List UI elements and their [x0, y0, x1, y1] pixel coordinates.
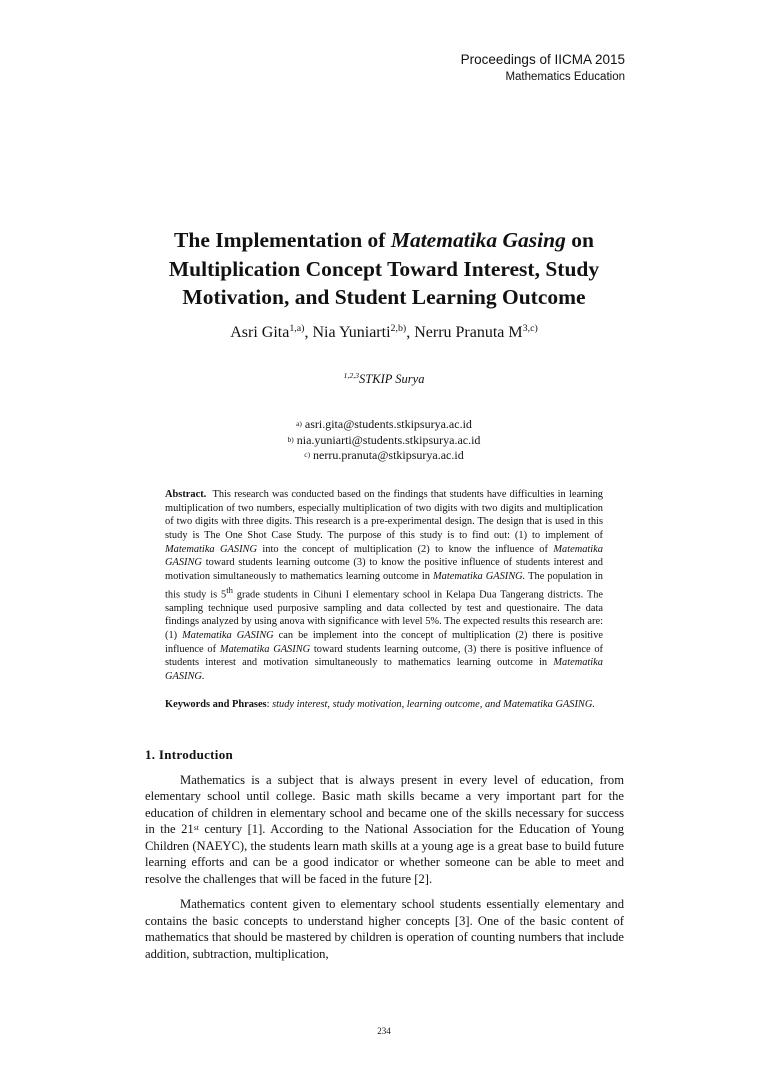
keywords-label: Keywords and Phrases — [165, 699, 267, 710]
abstract-text: grade students in Cihuni I elementary school in Kelapa Dua Tangerang districts. The sampling technique used purposive sampling and data collected by test and questionaire. The data findings analyzed by using anova with significance with level 5%. The expected results this research are: (1) — [165, 589, 603, 642]
abstract-italic: Matematika GASING. — [165, 657, 603, 682]
affiliation — [0, 372, 768, 387]
abstract-text: toward students learning outcome, (3) there is positive influence of students interest and motivation simultaneously to mathematics learning outcome in — [165, 643, 603, 669]
paragraph-text: century [1]. According to the National Association for the Education of Young Children (NAEYC), the students learn math skills at a young age is a great base to build future learning efforts and can be a good indicator or whether someone can be able to meet and resolve the challenges that will be faced in the future [2]. — [145, 822, 624, 886]
affiliation-name: STKIP Surya — [359, 372, 425, 386]
paper-title — [120, 226, 648, 312]
affiliation-sup: 1,2,3 — [343, 371, 360, 380]
author-separator: , — [304, 324, 313, 341]
abstract-sup: th — [226, 584, 233, 595]
email-sup: b) — [287, 434, 294, 444]
email-sup: a) — [296, 419, 302, 428]
author-list — [0, 324, 768, 342]
abstract-italic: Matematika GASING. — [433, 570, 526, 582]
email-line — [0, 417, 768, 433]
body-text — [145, 772, 624, 971]
body-paragraph — [145, 772, 624, 887]
keywords-text: study interest, study motivation, learning outcome, and Matematika GASING. — [272, 699, 595, 710]
abstract-italic: Matematika GASING — [182, 630, 274, 642]
title-part1: The Implementation of — [174, 228, 391, 252]
author-3-name: Nerru Pranuta M — [414, 324, 523, 341]
running-header-proceedings: Proceedings of IICMA 2015 — [460, 52, 625, 67]
abstract-text: into the concept of multiplication (2) to know the influence of — [256, 543, 554, 555]
keywords-colon: : — [266, 699, 273, 710]
paragraph-text: Mathematics is a subject that is always present in every level of education, from elementary school until college. Basic math skills became a very important part for the education of children in elementary school and became one of the skills necessary for success in the 21 — [145, 773, 624, 837]
abstract-text: toward students learning outcome (3) to know the positive influence of students interest and motivation simultaneously to mathematics learning outcome in — [165, 557, 603, 582]
author-2-name: Nia Yuniarti — [312, 324, 391, 341]
abstract-text: This research was conducted based on the findings that students have difficulties in learning multiplication of two numbers, especially multiplication of two digits with two digits and multiplication of two digits with three digits. This research is a pre-experimental design. The design that is used in this study is The One Shot Case Study. The purpose of this study is to find out: (1) to implement of — [165, 489, 603, 541]
page-number: 234 — [377, 1026, 391, 1036]
abstract-italic: Matematika GASING — [165, 543, 257, 555]
title-italic: Matematika Gasing — [390, 228, 566, 252]
email-address[interactable]: nerru.pranuta@stkipsurya.ac.id — [313, 448, 464, 462]
abstract-label: Abstract. — [165, 489, 207, 500]
author-separator: , — [406, 324, 415, 341]
email-line — [0, 433, 768, 449]
author-1-name: Asri Gita — [230, 324, 290, 341]
keywords — [165, 698, 603, 712]
abstract-italic: Matematika GASING — [219, 643, 311, 655]
email-address[interactable]: asri.gita@students.stkipsurya.ac.id — [304, 417, 472, 431]
email-address[interactable]: nia.yuniarti@students.stkipsurya.ac.id — [296, 432, 481, 447]
running-header-track: Mathematics Education — [505, 71, 625, 83]
author-1-sup: 1,a) — [289, 323, 305, 334]
email-line — [0, 448, 768, 464]
section-heading: 1. Introduction — [145, 747, 234, 762]
abstract — [165, 488, 603, 684]
abstract-text: can be implement into the concept of multiplication (2) there is positive influence of — [165, 630, 604, 655]
email-list — [0, 417, 768, 464]
title-part2: on Multiplication Concept Toward Interest, Study Motivation, and Student Learning Outcome — [168, 228, 600, 309]
author-2-sup: 2,b) — [390, 323, 407, 334]
abstract-text: The population in this study is 5 — [165, 570, 604, 601]
author-3-sup: 3,c) — [522, 323, 538, 334]
paragraph-sup: st — [193, 823, 199, 833]
abstract-italic: Matematika GASING — [165, 543, 603, 569]
body-paragraph: Mathematics content given to elementary school students essentially elementary and contains the basic concepts to understand higher concepts [3]. One of the basic content of mathematics that should be mastered by children is operation of counting numbers that include addition, subtraction, multiplication, — [145, 897, 624, 961]
email-sup: c) — [304, 450, 311, 459]
